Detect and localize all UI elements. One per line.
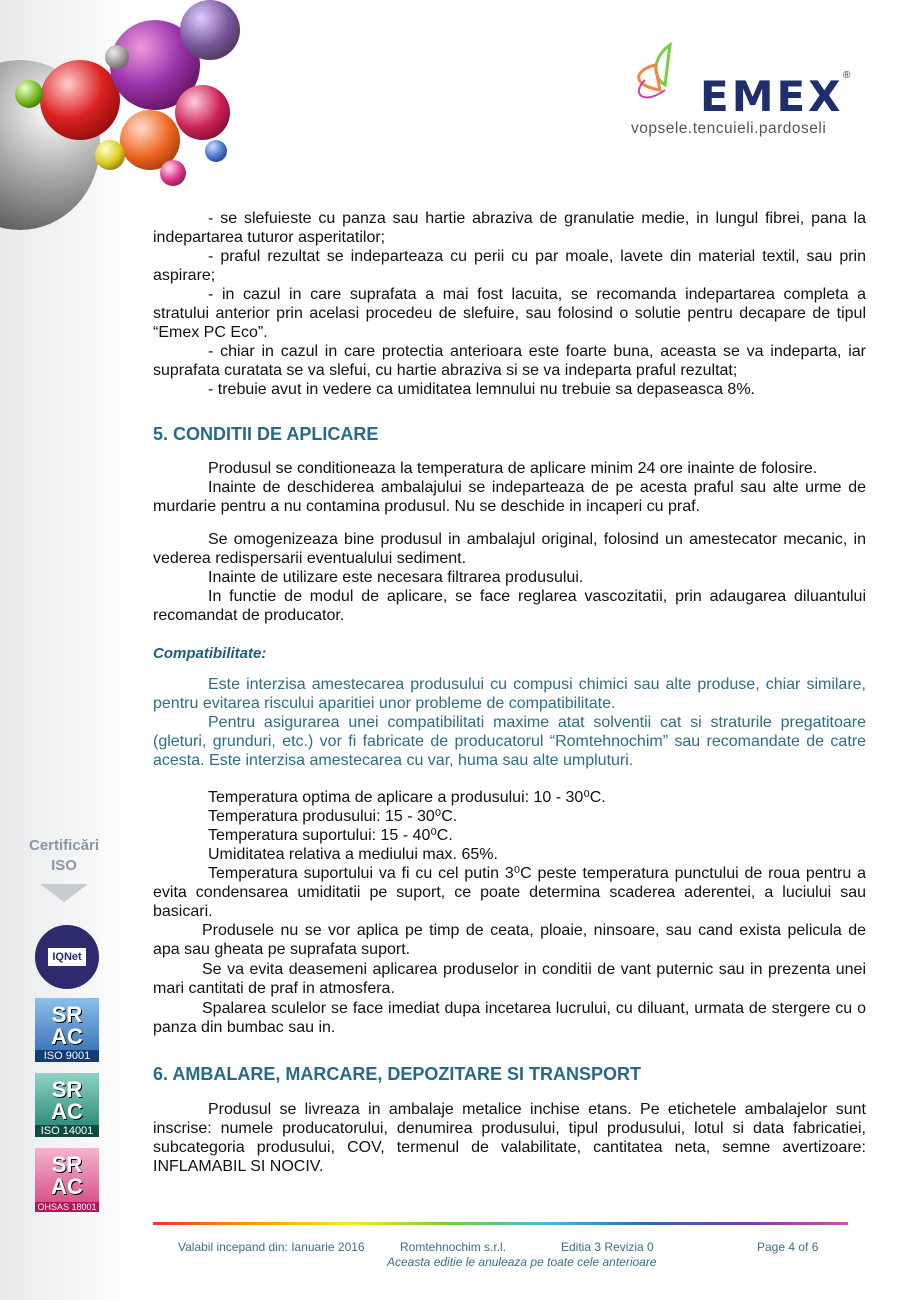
footer-divider xyxy=(153,1222,848,1225)
paragraph: Inainte de deschiderea ambalajului se indeparteaza de pe acesta praful sau alte urme de murdarie pentru a nu contamina produsul. Nu se deschide in incaperi cu praf. xyxy=(153,479,866,515)
paragraph: - in cazul in care suprafata a mai fost lacuita, se recomanda indepartarea completa a stratului anterior prin acelasi procedeu de slefuire, sau folosind o solutie pentru decapare de tipul “Emex PC Eco”. xyxy=(153,286,866,341)
ohsas-18001-badge: SR AC OHSAS 18001 xyxy=(35,1148,99,1212)
paragraph: Produsele nu se vor aplica pe timp de ceata, ploaie, ninsoare, sau cand exista pelicula de apa sau gheata pe suprafata suport. xyxy=(153,922,866,958)
paragraph: Pentru asigurarea unei compatibilitati maxime atat solventii cat si straturile pregatitoare (gleturi, grunduri, etc.) vor fi fabricate de producatorul “Romtehnochim” sau recomandate de catre acesta. Este interzisa amestecarea cu var, huma sau alte umpluturi. xyxy=(153,714,866,769)
paragraph: - se slefuieste cu panza sau hartie abraziva de granulatie medie, in lungul fibrei, pana la indepartarea tuturor asperitatilor; xyxy=(153,210,866,246)
iso-9001-badge: SR AC ISO 9001 xyxy=(35,998,99,1062)
paragraph: Umiditatea relativa a mediului max. 65%. xyxy=(208,846,498,863)
section-heading: 6. AMBALARE, MARCARE, DEPOZITARE SI TRANSPORT xyxy=(153,1064,642,1084)
paragraph: Produsul se livreaza in ambalaje metalice inchise etans. Pe etichetele ambalajelor sunt inscrise: numele producatorului, denumirea produsului, tipul produsului, lotul si data fabricatiei, subcategoria produsului, COV, termenul de valabilitate, cantitatea neta, semne avertizoare: INFLAMABIL SI NOCIV. xyxy=(153,1101,866,1175)
certifications-title: Certificări ISO xyxy=(28,837,100,874)
paragraph: Temperatura suportului: 15 - 40⁰C. xyxy=(208,827,453,844)
paragraph: Temperatura produsului: 15 - 30⁰C. xyxy=(208,808,458,825)
footer-page: Page 4 of 6 xyxy=(757,1240,819,1254)
paragraph: Temperatura suportului va fi cu cel putin 3⁰C peste temperatura punctului de roua pentru a evita condensarea umiditatii pe suport, ce poate determina scaderea aderentei, a luciului sau basicari. xyxy=(153,865,866,920)
paragraph: - praful rezultat se indeparteaza cu perii cu par moale, lavete din material textil, sau prin aspirare; xyxy=(153,248,866,284)
paragraph: Spalarea sculelor se face imediat dupa incetarea lucrului, cu diluant, urmata de stergere cu o panza din bumbac sau in. xyxy=(153,1000,866,1036)
emex-logo xyxy=(625,40,865,140)
arrow-down-icon xyxy=(40,884,88,902)
footer-valid: Valabil incepand din: Ianuarie 2016 xyxy=(178,1240,365,1254)
subsection-heading: Compatibilitate: xyxy=(153,645,267,662)
iqnet-badge: IQNet xyxy=(35,925,99,989)
footer-edition: Editia 3 Revizia 0 xyxy=(561,1240,654,1254)
paragraph: Inainte de utilizare este necesara filtrarea produsului. xyxy=(208,569,584,586)
paragraph: Temperatura optima de aplicare a produsului: 10 - 30⁰C. xyxy=(208,789,606,806)
footer-note: Aceasta editie le anuleaza pe toate cele anterioare xyxy=(387,1255,657,1269)
registered-mark: ® xyxy=(843,70,851,81)
footer-company: Romtehnochim s.r.l. xyxy=(400,1240,507,1254)
paragraph: - trebuie avut in vedere ca umiditatea lemnului nu trebuie sa depaseasca 8%. xyxy=(208,381,755,398)
section-heading: 5. CONDITII DE APLICARE xyxy=(153,424,379,444)
paragraph: - chiar in cazul in care protectia anterioara este foarte buna, aceasta se va indeparta, iar suprafata curatata se va slefui, cu hartie abraziva si se va indeparta praful rezultat; xyxy=(153,343,866,379)
butterfly-icon xyxy=(625,40,695,110)
brand-name: EMEX xyxy=(700,72,844,121)
paragraph: In functie de modul de aplicare, se face reglarea vascozitatii, prin adaugarea diluantului recomandat de producator. xyxy=(153,588,866,624)
paragraph: Se omogenizeaza bine produsul in ambalajul original, folosind un amestecator mecanic, in vederea redispersarii eventualului sediment. xyxy=(153,531,866,567)
paragraph: Este interzisa amestecarea produsului cu compusi chimici sau alte produse, chiar similare, pentru evitarea riscului aparitiei unor probleme de compatibilitate. xyxy=(153,676,866,712)
tagline: vopsele.tencuieli.pardoseli xyxy=(631,120,827,137)
iso-14001-badge: SR AC ISO 14001 xyxy=(35,1073,99,1137)
paragraph: Se va evita deasemeni aplicarea produselor in conditii de vant puternic sau in prezenta unei mari cantitati de praf in atmosfera. xyxy=(153,961,866,997)
paragraph: Produsul se conditioneaza la temperatura de aplicare minim 24 ore inainte de folosire. xyxy=(208,460,818,477)
